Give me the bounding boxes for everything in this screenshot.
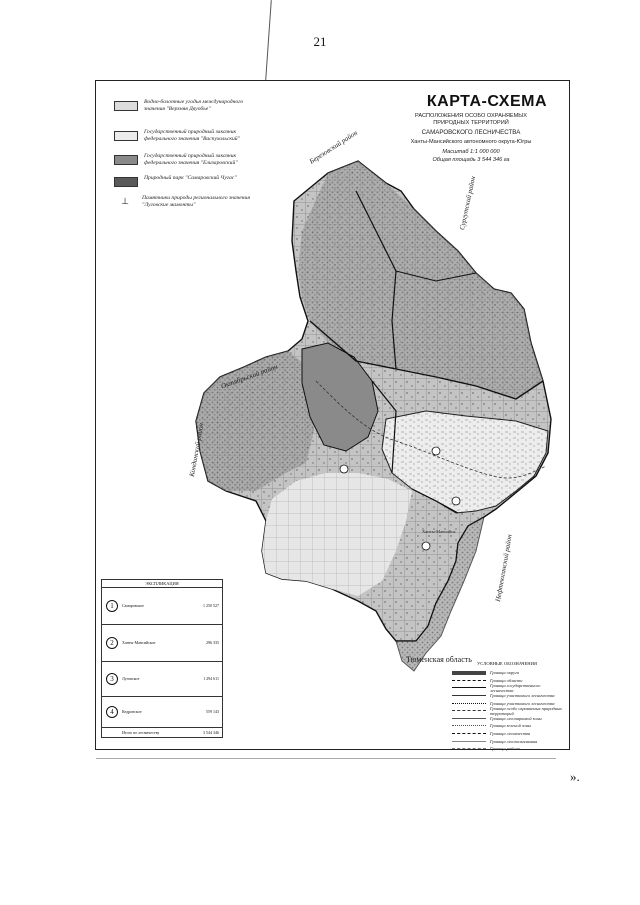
legend-item: Граница участкового лесничества <box>452 692 562 700</box>
legend-item: Граница зеленой зоны <box>452 722 562 730</box>
legend-item: ⊥ Памятники природы регионального значения "Луговские мамонты" <box>114 195 262 209</box>
legend-swatch <box>114 155 138 165</box>
map-total-area: Общая площадь 3 544 346 га <box>432 157 510 163</box>
table-row <box>102 588 222 625</box>
forestry-marker <box>340 465 348 473</box>
legend-item: Водно-болотные угодья международного значения "Верхняя Двуобье" <box>114 99 264 113</box>
forestry-name: Кедровское <box>122 709 142 714</box>
legend-item: Граница лесничества <box>452 730 562 738</box>
legend-item: Граница государственного лесничества <box>452 684 562 692</box>
legend-item: Государственный природный заказник федерального значения "Васпухольский" <box>114 129 264 143</box>
legend-item: Граница участкового лесничества <box>452 699 562 707</box>
page-number: 21 <box>313 34 327 49</box>
table-row <box>102 662 222 697</box>
legend-swatch <box>114 177 138 187</box>
forestry-area: 1 250 527 <box>203 603 219 608</box>
legend-item: Государственный природный заказник федерального значения "Елизаровский" <box>114 153 264 167</box>
legend-swatch <box>114 131 138 141</box>
table-title: ЭКСПЛИКАЦИЯ <box>102 580 222 588</box>
scan-line <box>96 758 556 759</box>
map-subtitle: ПРИРОДНЫХ ТЕРРИТОРИЙ <box>433 120 509 126</box>
forestry-name: Луговское <box>122 676 140 681</box>
forestry-name: Ханты-Мансийское <box>122 640 156 645</box>
explication-table <box>101 579 223 738</box>
forestry-number: 1 <box>106 600 118 612</box>
forestry-area: 559 143 <box>206 709 219 714</box>
neighbor-label: Октябрьский район <box>220 362 279 391</box>
forestry-number: 2 <box>106 637 118 649</box>
neighbor-label: Нефтеюганский район <box>494 533 514 603</box>
table-total-row <box>102 728 222 738</box>
forestry-name: Самаровское <box>122 603 144 608</box>
legend-item: Граница особо охраняемых природных территорий <box>452 707 562 715</box>
bottom-legend <box>452 661 562 753</box>
legend-swatch <box>114 101 138 111</box>
map-scale: Масштаб 1:1 000 000 <box>442 149 500 155</box>
neighbor-label: Сургутский район <box>458 175 478 231</box>
legend-item: Граница района <box>452 745 562 753</box>
city-label: Ханты-Мансийск <box>422 529 456 534</box>
legend-swatch: ⊥ <box>114 197 136 205</box>
neighbor-label: Березовский район <box>308 128 359 166</box>
legend-item: Граница области <box>452 677 562 685</box>
forestry-area: 296 335 <box>206 640 219 645</box>
total-area: 3 544 346 <box>203 730 219 735</box>
forestry-number: 4 <box>106 706 118 718</box>
legend-item: Граница лесопарковой зоны <box>452 715 562 723</box>
closing-mark: ». <box>570 769 580 784</box>
forestry-marker <box>432 447 440 455</box>
neighbor-label: Кондинский район <box>188 422 206 478</box>
forestry-number: 3 <box>106 673 118 685</box>
forestry-marker <box>452 497 460 505</box>
map-title: КАРТА-СХЕМА <box>426 93 547 110</box>
legend-item: Граница лесопользования <box>452 737 562 745</box>
legend-item: Граница округа <box>452 669 562 677</box>
legend-item: Природный парк "Самаровский Чугас" <box>114 175 264 187</box>
forestry-marker <box>422 542 430 550</box>
bottom-legend-title: УСЛОВНЫЕ ОБОЗНАЧЕНИЯ <box>477 661 537 666</box>
neighbor-label: Тюменская область <box>406 655 472 664</box>
map-subtitle: САМАРОВСКОГО ЛЕСНИЧЕСТВА <box>421 129 521 136</box>
table-row <box>102 625 222 662</box>
map-subtitle: РАСПОЛОЖЕНИЯ ОСОБО ОХРАНЯЕМЫХ <box>415 113 527 119</box>
total-label: Итого по лесничеству <box>122 730 160 735</box>
map-subtitle: Ханты-Мансийского автономного округа-Югры <box>410 139 532 145</box>
map-frame <box>95 80 570 750</box>
table-row <box>102 697 222 728</box>
forestry-area: 1 294 611 <box>203 676 219 681</box>
